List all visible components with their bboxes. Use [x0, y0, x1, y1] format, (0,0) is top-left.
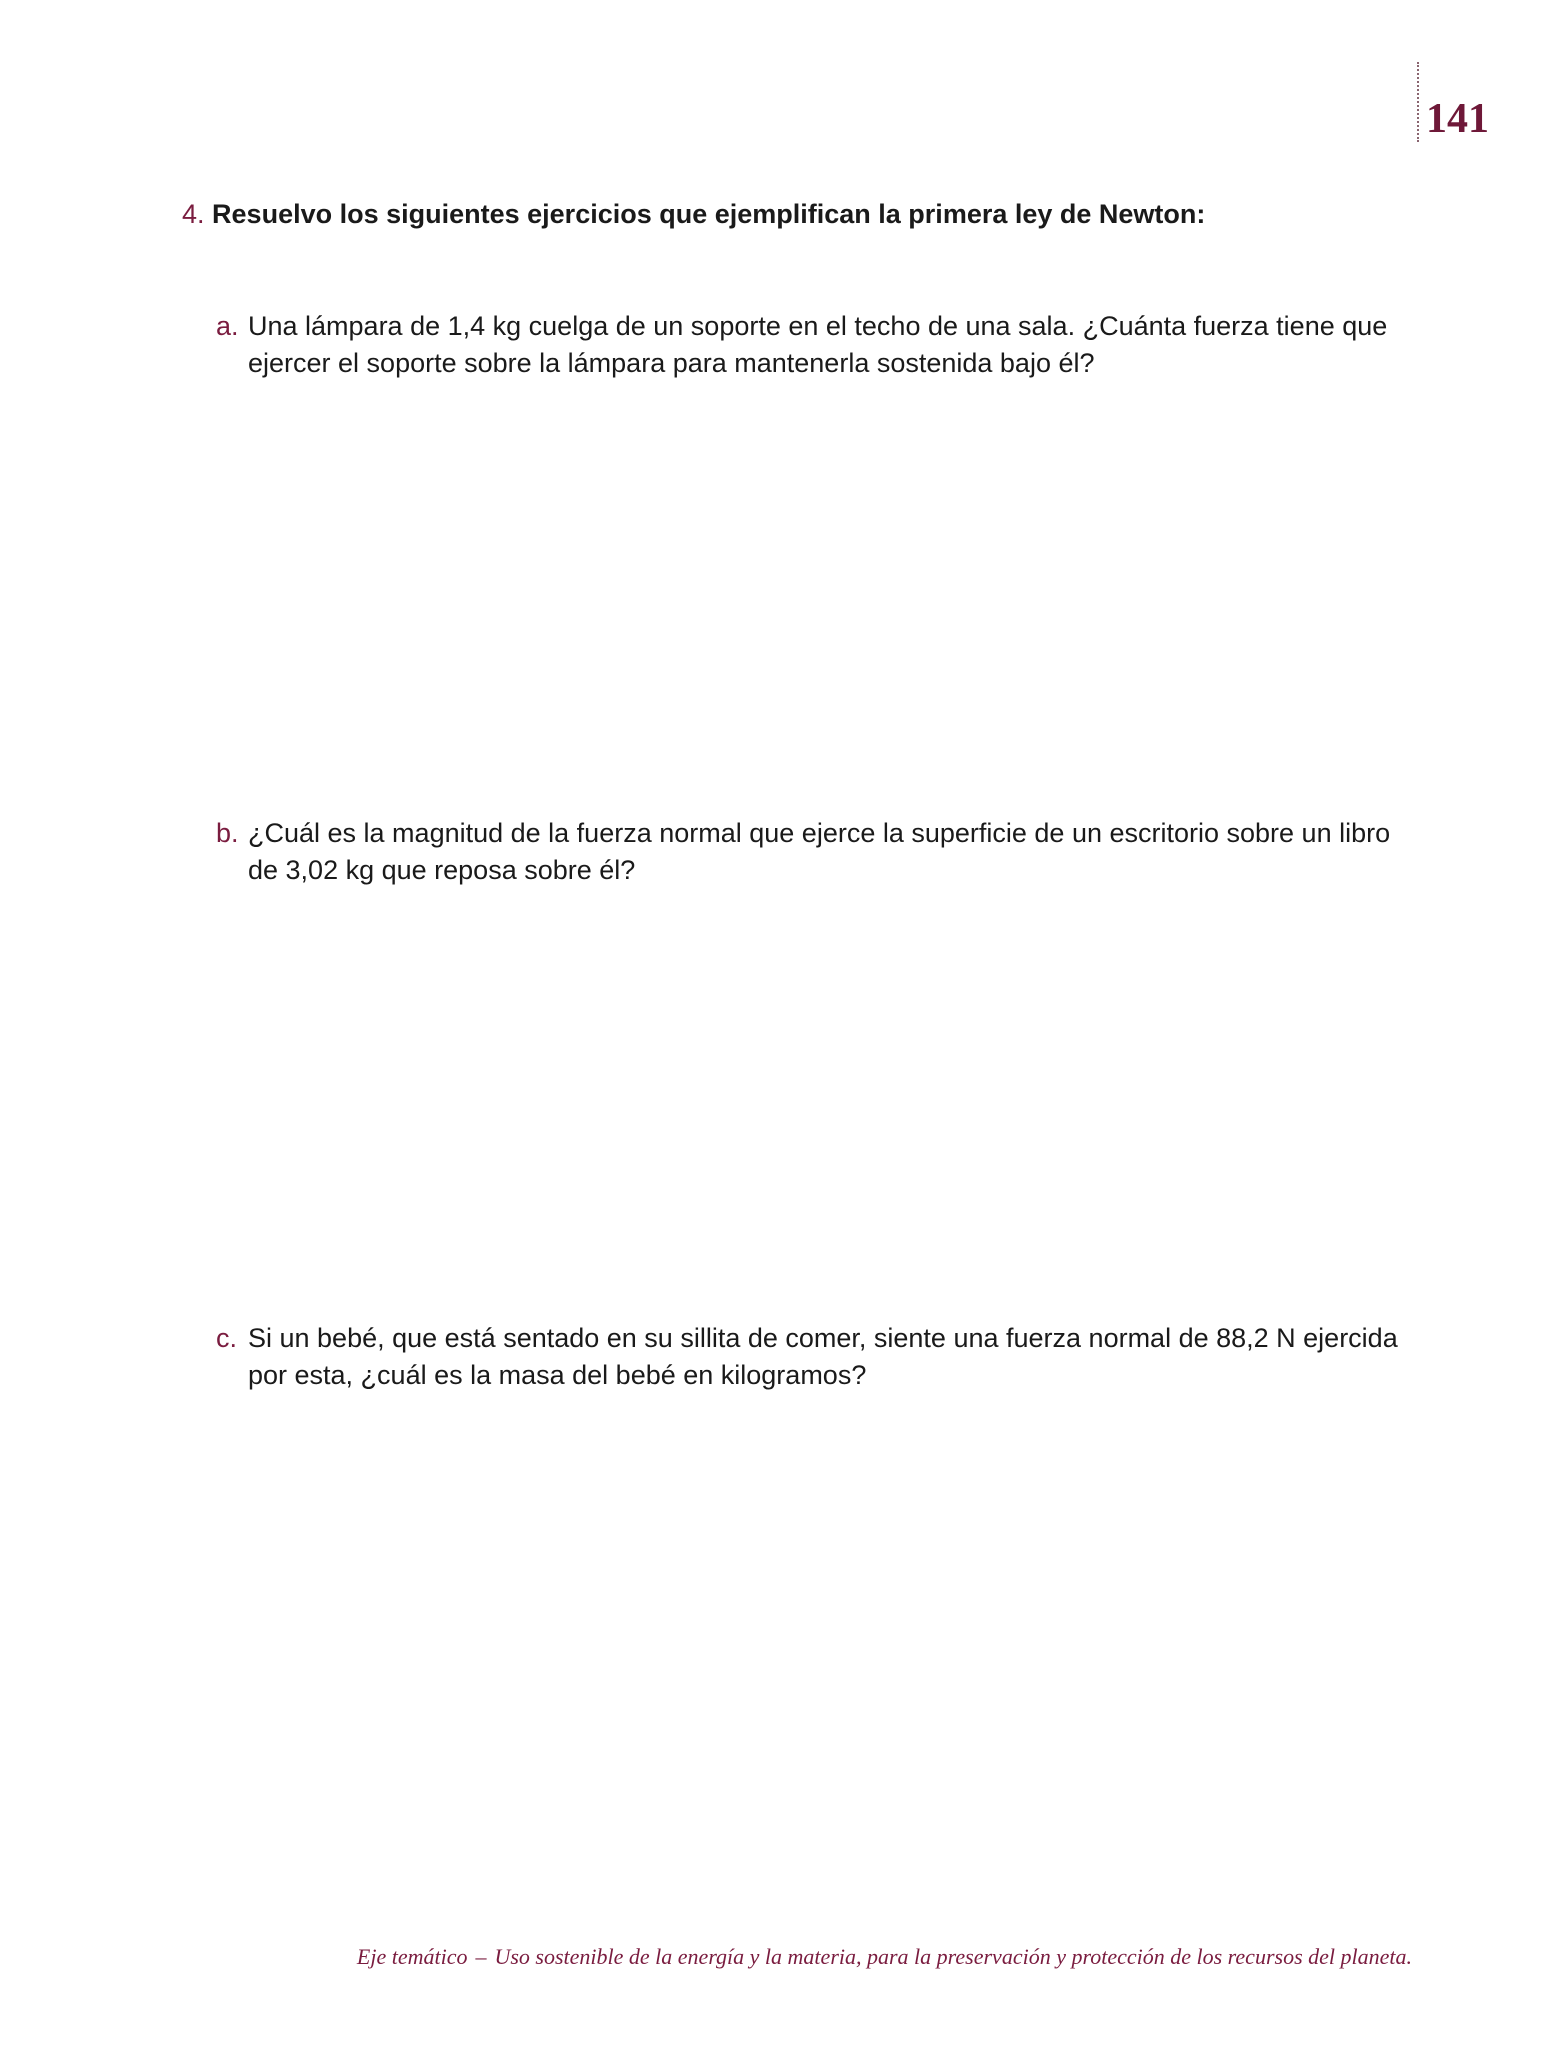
question-b [216, 815, 1426, 889]
question-b-text: ¿Cuál es la magnitud de la fuerza normal que ejerce la superficie de un escritorio sobre un libro de 3,02 kg que reposa sobre él? [248, 818, 1391, 885]
exercise-title: Resuelvo los siguientes ejercicios que ejemplifican la primera ley de Newton: [212, 199, 1206, 229]
footer-separator: – [475, 1944, 487, 1969]
question-a [216, 308, 1426, 382]
page-number-divider [1417, 62, 1419, 142]
footer [357, 1944, 1412, 1970]
question-c [216, 1320, 1426, 1394]
footer-label: Eje temático [356, 1944, 468, 1969]
page-number: 141 [1426, 96, 1489, 142]
question-c-marker: c. [216, 1323, 238, 1353]
answer-space-b[interactable] [216, 905, 1426, 1285]
question-a-text: Una lámpara de 1,4 kg cuelga de un soporte en el techo de una sala. ¿Cuánta fuerza tiene que ejercer el soporte sobre la lámpara para mantenerla sostenida bajo él? [248, 311, 1388, 378]
answer-space-c[interactable] [216, 1410, 1426, 1880]
question-c-text: Si un bebé, que está sentado en su sillita de comer, siente una fuerza normal de 88,2 N ejercida por esta, ¿cuál es la masa del bebé en kilogramos? [248, 1323, 1398, 1390]
footer-text: Uso sostenible de la energía y la materia, para la preservación y protección de los recursos del planeta. [494, 1944, 1412, 1969]
exercise-number: 4. [182, 199, 205, 229]
question-b-marker: b. [216, 818, 239, 848]
answer-space-a[interactable] [216, 400, 1426, 780]
question-a-marker: a. [216, 311, 239, 341]
exercise-heading [182, 197, 1442, 232]
